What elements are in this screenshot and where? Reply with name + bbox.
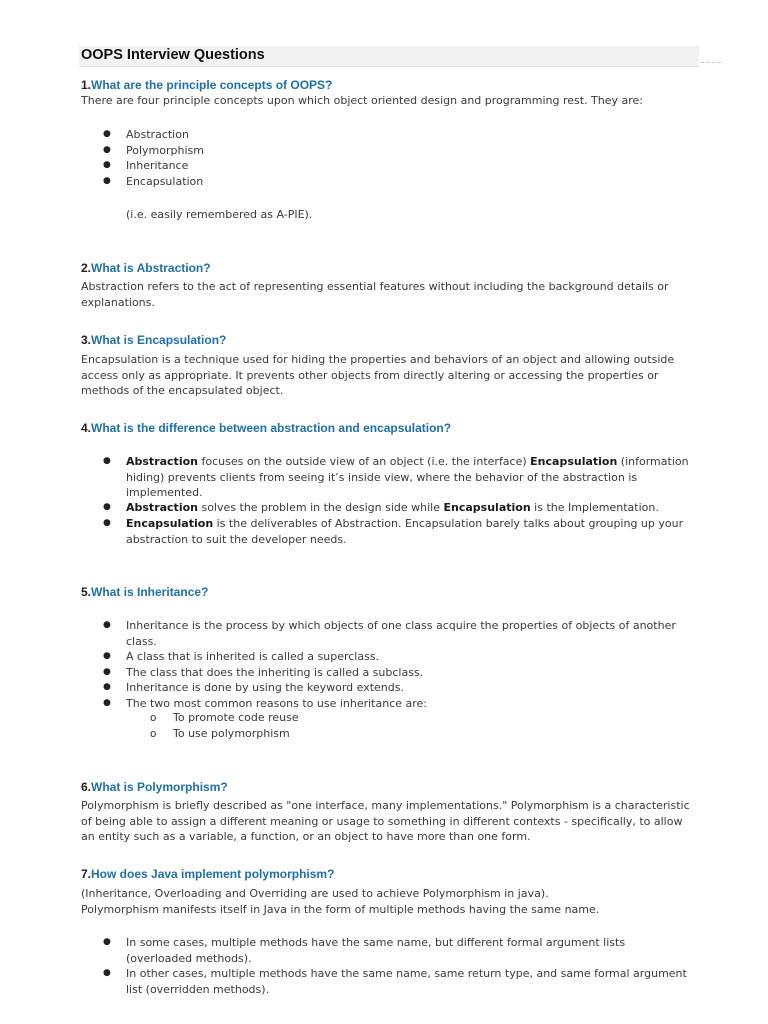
- question-number: 6.: [81, 780, 92, 794]
- list-item-text: [126, 966, 726, 997]
- bullet-icon: ●: [103, 518, 111, 528]
- question-text: What are the principle concepts of OOPS?: [91, 78, 333, 92]
- bullet-icon: ●: [103, 682, 111, 692]
- question-number: 3.: [81, 333, 92, 347]
- note-text: (i.e. easily remembered as A-PIE).: [126, 208, 313, 221]
- paragraph-line: Polymorphism is briefly described as "one interface, many implementations." Polymorphism is a characteristic: [81, 799, 690, 812]
- list-item-line: class.: [126, 634, 157, 648]
- bullet-icon: ●: [103, 160, 111, 170]
- bullet-icon: ●: [103, 176, 111, 186]
- sub-list-item-text: To promote code reuse: [173, 711, 299, 724]
- question-3-heading: [81, 333, 226, 347]
- abstraction-term: Abstraction: [126, 455, 198, 468]
- list-item-line: (overloaded methods).: [126, 951, 252, 965]
- list-item-segment: (information: [617, 455, 689, 468]
- title-bar: [79, 46, 699, 67]
- question-1-heading: [81, 78, 332, 92]
- list-item-line: In other cases, multiple methods have the same name, same return type, and same formal argument: [126, 967, 687, 980]
- sub-bullet-icon: o: [150, 712, 157, 724]
- paragraph-line: Abstraction refers to the act of representing essential features without including the background details or: [81, 280, 669, 293]
- list-item-line: implemented.: [126, 486, 203, 499]
- paragraph-line: methods of the encapsulated object.: [81, 384, 284, 397]
- abstraction-term: Abstraction: [126, 501, 198, 514]
- page-title: OOPS Interview Questions: [81, 47, 265, 63]
- list-item-line: hiding) prevents clients from seeing it’s inside view, where the behavior of the abstraction is: [126, 470, 638, 484]
- bullet-icon: ●: [103, 937, 111, 947]
- bullet-icon: ●: [103, 667, 111, 677]
- encapsulation-term: Encapsulation: [126, 517, 214, 530]
- list-item-text: [126, 516, 726, 547]
- question-number: 1.: [81, 78, 92, 92]
- list-item-line: list (overridden methods).: [126, 982, 270, 996]
- question-6-answer: [81, 798, 721, 845]
- list-item-text: The two most common reasons to use inheritance are:: [126, 697, 428, 710]
- encapsulation-term: Encapsulation: [443, 501, 531, 514]
- bullet-icon: ●: [103, 620, 111, 630]
- bullet-icon: ●: [103, 698, 111, 708]
- title-divider: [701, 62, 721, 63]
- list-item-text: Polymorphism: [126, 144, 204, 157]
- bullet-icon: ●: [103, 456, 111, 466]
- question-7-answer: [81, 886, 721, 917]
- question-text: What is Polymorphism?: [91, 780, 228, 794]
- list-item-line: abstraction to suit the developer needs.: [126, 532, 347, 546]
- list-item-text: The class that does the inheriting is called a subclass.: [126, 666, 424, 679]
- bullet-icon: ●: [103, 145, 111, 155]
- question-text: How does Java implement polymorphism?: [91, 867, 335, 881]
- question-text: What is Encapsulation?: [91, 333, 227, 347]
- question-6-heading: [81, 780, 228, 794]
- question-number: 5.: [81, 585, 92, 599]
- list-item-text: [126, 454, 726, 501]
- list-item-segment: focuses on the outside view of an object (i.e. the interface): [197, 455, 531, 468]
- encapsulation-term: Encapsulation: [530, 455, 618, 468]
- paragraph-line: explanations.: [81, 295, 155, 309]
- list-item-text: Abstraction: [126, 128, 189, 141]
- paragraph-line: of being able to assign a different meaning or usage to something in different contexts - specifically, to allow: [81, 814, 683, 828]
- bullet-icon: ●: [103, 968, 111, 978]
- paragraph-line: Encapsulation is a technique used for hiding the properties and behaviors of an object and allowing outside: [81, 353, 675, 366]
- question-text: What is the difference between abstraction and encapsulation?: [91, 421, 452, 435]
- list-item-text: [126, 935, 726, 966]
- question-3-answer: [81, 352, 721, 399]
- question-text: What is Inheritance?: [91, 585, 209, 599]
- paragraph-line: There are four principle concepts upon which object oriented design and programming rest. They are:: [81, 94, 644, 107]
- list-item-text: Inheritance is done by using the keyword extends.: [126, 681, 404, 694]
- question-number: 7.: [81, 867, 92, 881]
- sub-list-item-text: To use polymorphism: [173, 727, 290, 740]
- question-number: 4.: [81, 421, 92, 435]
- list-item-segment: solves the problem in the design side while: [197, 501, 444, 514]
- paragraph-line: Polymorphism manifests itself in Java in the form of multiple methods having the same name.: [81, 902, 600, 916]
- list-item-text: A class that is inherited is called a superclass.: [126, 650, 380, 663]
- bullet-icon: ●: [103, 651, 111, 661]
- question-text: What is Abstraction?: [91, 261, 211, 275]
- question-4-heading: [81, 421, 451, 435]
- sub-bullet-icon: o: [150, 728, 157, 740]
- list-item-segment: is the deliverables of Abstraction. Encapsulation barely talks about grouping up your: [213, 517, 684, 530]
- list-item-text: [126, 618, 726, 649]
- question-2-heading: [81, 261, 211, 275]
- paragraph-line: access only as appropriate. It prevents other objects from directly altering or accessing the properties or: [81, 368, 659, 382]
- question-7-heading: [81, 867, 334, 881]
- bullet-icon: ●: [103, 502, 111, 512]
- list-item-segment: is the Implementation.: [530, 501, 659, 514]
- list-item-line: Inheritance is the process by which objects of one class acquire the properties of objects of another: [126, 619, 676, 632]
- list-item-text: Inheritance: [126, 159, 189, 172]
- question-1-answer: [81, 93, 721, 109]
- list-item-line: In some cases, multiple methods have the same name, but different formal argument lists: [126, 936, 626, 949]
- paragraph-line: an entity such as a variable, a function, or an object to have more than one form.: [81, 830, 531, 843]
- list-item-text: Encapsulation: [126, 175, 204, 188]
- question-5-heading: [81, 585, 208, 599]
- question-number: 2.: [81, 261, 92, 275]
- question-2-answer: [81, 279, 721, 310]
- paragraph-line: (Inheritance, Overloading and Overriding are used to achieve Polymorphism in java).: [81, 887, 549, 900]
- list-item-text: [126, 500, 726, 516]
- bullet-icon: ●: [103, 129, 111, 139]
